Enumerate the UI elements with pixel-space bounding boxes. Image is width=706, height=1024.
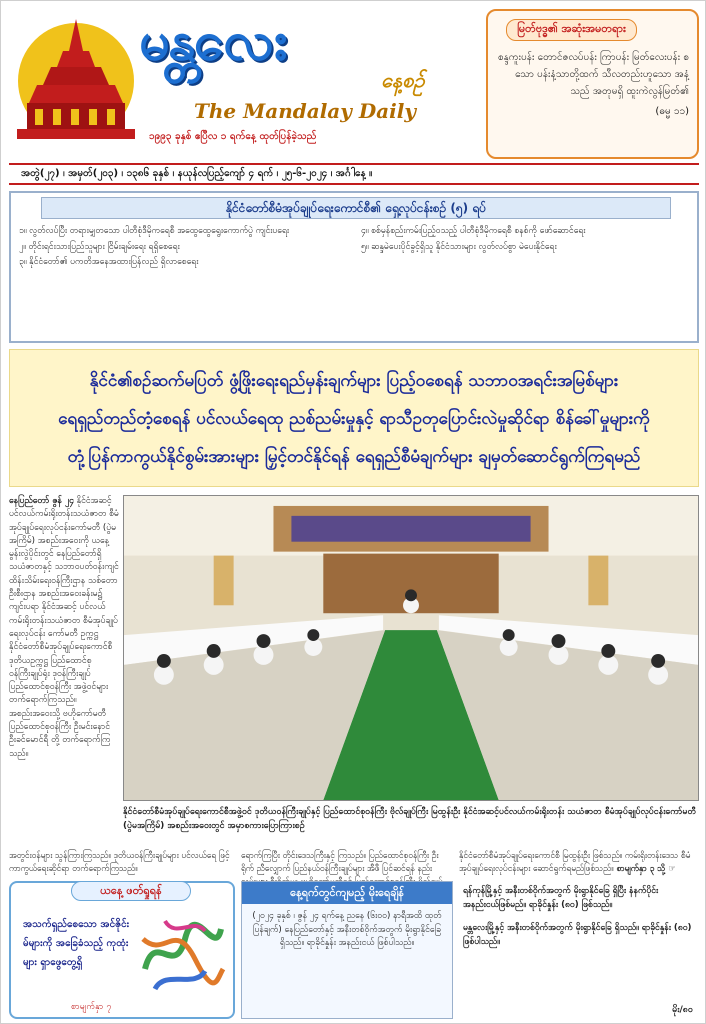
article-lead-text: နိုင်ငံအဆင့် ပင်လယ်ကမ်းရိုးတန်းသယံဇာတ စီမံအုပ်ချုပ်ရေးလုပ်ငန်းကော်မတီ (ပွဲမအကြိမ်) အစည်းအဝေးကို ယနေ့ မွန်းလွဲပိုင်းတွင် နေပြည်တော်ရှိ သယံဇာတနှင့် သဘာဝပတ်ဝန်းကျင်ထိန်းသိမ်းရေးဝန်ကြီးဌာန သစ်တောဦးစီးဌာန အစည်းအဝေးခန်းမ၌ ကျင်းပရာ နိုင်ငံအဆင့် ပင်လယ်ကမ်းရိုးတန်းသယံဇာတ စီမံအုပ်ချုပ်ရေးလုပ်ငန်း ကော်မတီ ဥက္ကဋ္ဌ နိုင်ငံတော်စီမံအုပ်ချုပ်ရေးကောင်စီ ဒုတိယဥက္ကဋ္ဌ ပြည်ထောင်စုဝန်ကြီးချုပ်ရုံး ဒုဝန်ကြီးချုပ် ပြည်ထောင်စုဝန်ကြီး အဖွဲ့ဝင်များ တက်ရောက်ကြသည်။ အစည်းအဝေးသို့ ဗဟိုကော်မတီ ပြည်ထောင်စုဝန်ကြီး ဦးမင်းနောင် ဦးခင်မောင်ရီ တို့ တက်ရောက်ကြသည်။ [9,496,119,759]
read-today-header: ယနေ့ ဖတ်ရှုရန် [71,881,191,901]
roadmap-item: ၃။ နိုင်ငံတော်၏ ပကတိအနေအထားပြန်လည် ရှိလာစေရေး [19,257,199,267]
article-continuation-middle: ရောက်ကြပြီး တိုင်းဒေသကြီးနှင့် ကြသည်။ ပြည်ထောင်စုဝန်ကြီး ဦးရိုက် ညီလျှောက် ပြည်နယ်ဝန်ကြီးချုပ်များ အီဖီ ပြင်ဆင်ရန် နည်း [241,850,439,873]
weather-forecast-text: (၂၀၂၄ ခုနှစ် ၊ ဇွန် ၂၄ ရက်နေ့ ညနေ (၆း၀၀) နာရီအထိ ထုတ်ပြန်ချက်) နေပြည်တော်နှင့် အနီးတစ်ဝိုက်အတွက် မိုးရွာနိုင်ခြေ ရှိသည်။ ရာခိုင်နှုန်း အနည်းငယ် ဖြစ်ပါသည်။ [252,911,442,948]
read-today-page-ref[interactable]: စာမျက်နှာ ၇ [71,1002,112,1012]
logo-title: မန္တလေး [139,9,286,72]
weather-forecast-header: နေ့ရက်တွင်ကျမည့် မိုးရေချိန် [242,882,452,904]
main-headline [9,349,699,487]
headline-line: နိုင်ငံ၏စဉ်ဆက်မပြတ် ဖွံ့ဖြိုးရေးရည်မှန်းချက်များ ပြည့်ဝစေရန် သဘာဝအရင်းအမြစ်များ [89,371,619,391]
regional-forecast-box [459,883,699,1019]
roadmap-left-column [19,225,349,272]
weather-forecast-box [241,881,453,1019]
masthead [9,7,479,157]
roadmap-right-column [361,225,691,256]
photo-caption: နိုင်ငံတော်စီမံအုပ်ချုပ်ရေးကောင်စီအဖွဲ့ဝင် ဒုတိယဝန်ကြီးချုပ်နှင့် ပြည်ထောင်စုဝန်ကြီး ဗိုလ်ချုပ်ကြီး မြထွန်းဦး နိုင်ငံအဆင့်ပင်လယ်ကမ်းရိုးတန်း သယံဇာတ စီမံအုပ်ချုပ်လုပ်ငန်းကော်မတီ (ပွဲမအကြိမ်) အစည်းအဝေးတွင် အမှာစကားပြောကြားစဉ် [123,807,697,831]
roadmap-title: နိုင်ငံတော်စီမံအုပ်ချုပ်ရေးကောင်စီ၏ ရှေ့လုပ်ငန်းစဉ် (၅) ရပ် [41,197,671,219]
masthead-tagline: ၁၉၉၃ ခုနှစ် ဧပြီလ ၁ ရက်နေ့ ထုတ်ပြန်ခဲ့သည် [149,131,317,142]
five-point-roadmap-box [9,191,699,343]
headline-line: ရေရှည်တည်တံ့စေရန် ပင်လယ်ရေထု ညစ်ညမ်းမှုနှင့် ရာသီဥတုပြောင်းလဲမှုဆိုင်ရာ စိန်ခေါ်မှုများကို [58,409,650,429]
english-title: The Mandalay Daily [194,99,416,123]
logo-subtitle: နေ့စဉ် [381,68,425,92]
article-continuation-right-text: နိုင်ငံတော်စီမံအုပ်ချုပ်ရေးကောင်စီ မြထွန်းဦး ဖြစ်သည်။ ကမ်းရိုးတန်းဒေသ စီမံအုပ်ချုပ်ရေးလုပ်ငန်းများ ဆောင်ရွက်ရမည်ဖြစ်သည်။ [459,850,691,873]
headline-line: တုံ့ပြန်ကာကွယ်နိုင်စွမ်းအားများ မြှင့်တင်နိုင်ရန် ရေရှည်စီမံချက်များ ချမှတ်ဆောင်ရွက်ကြရမည် [67,447,641,467]
issue-dateline: အတွဲ(၂၇) ၊ အမှတ်(၂၀၃) ၊ ၁၃၈၆ ခုနှစ် ၊ နယုန်လပြည့်ကျော် ၄ ရက် ၊ ၂၅-၆-၂၀၂၄ ၊ အင်္ဂါနေ့ ။ [9,163,699,185]
read-today-text[interactable]: အသက်ရှည်စေသော အင်ဇိုင်းမ်များကို အခြေခံသည့် ကုထုံးများ ရှာဖွေတွေ့ရှိ [23,919,130,968]
buddha-teaching-header: မြတ်ဗုဒ္ဓ၏ အဆုံးအမတရား [506,19,637,41]
regional-forecast-yangon: ရန်ကုန်မြို့နှင့် အနီးတစ်ဝိုက်အတွက် မိုးရွာနိုင်ခြေ ရှိပြီး နံနက်ပိုင်း အနည်းငယ်ဖြစ်မည်။ ရာခိုင်နှုန်း (၈၀) ဖြစ်သည်။ [463,886,659,910]
meeting-photo [123,495,699,801]
roadmap-item: ၄။ စစ်မှန်စည်းကမ်းပြည့်ဝသည့် ပါတီစုံဒီမိုကရေစီ စနစ်ကို ဖော်ဆောင်ရေး [361,226,586,236]
continued-on-page-link[interactable]: စာမျက်နှာ ၃ သို့ ☞ [616,863,676,873]
roadmap-item: ၁။ လွတ်လပ်ပြီး တရားမျှတသော ပါတီစုံဒီမိုကရေစီ အထွေထွေရွေးကောက်ပွဲ ကျင်းပရေး [19,226,290,236]
roadmap-item: ၂။ တိုင်းရင်းသားပြည်သူများ ငြိမ်းချမ်းရေး ရရှိစေရေး [19,241,180,252]
buddha-teaching-text: စန္ဒကူးပန်း တောင်ဇလပ်ပန်း ကြာပန်း မြတ်လေးပန်း စသော ပန်းနံ့သာတို့ထက် သီလတည်းဟူသော အနံ့သည် အတုမရှိ ထူးကဲလွန်မြတ်၏ [497,52,689,97]
molecule-image-icon [135,909,229,997]
buddha-teaching-source: (ဓမ္မ ၁၁) [655,106,689,117]
buddha-teaching-box [486,9,699,159]
read-today-box [9,881,235,1019]
regional-forecast-mandalay: မန္တလေးမြို့နှင့် အနီးတစ်ဝိုက်အတွက် မိုးရွာနိုင်ခြေ ရှိသည်။ ရာခိုင်နှုန်း (၈၀) ဖြစ်ပါသည်။ [463,923,692,947]
article-continuation-right [459,849,699,879]
pagoda-logo-icon [13,11,139,151]
article-continuation-left: အတွင်းဝန်များ သွန်ကြားကြသည်။ ဒုတိယဝန်ကြီးချုပ်များ ပင်လယ်ရေ ဖြင့် ကာကွယ်ရေးဆိုင်ရာ တက်ရောက်ကြသည်။ [9,850,230,873]
forecast-footer: မိုး/၈၀ [672,1004,693,1015]
article-dateline: နေပြည်တော် ဇွန် ၂၄ [9,496,74,506]
roadmap-item: ၅။ ဆန္ဒမဲပေးပိုင်ခွင့်ရှိသူ နိုင်ငံသားများ လွတ်လပ်စွာ မဲပေးနိုင်ရေး [361,241,557,252]
article-side-column [9,495,119,845]
